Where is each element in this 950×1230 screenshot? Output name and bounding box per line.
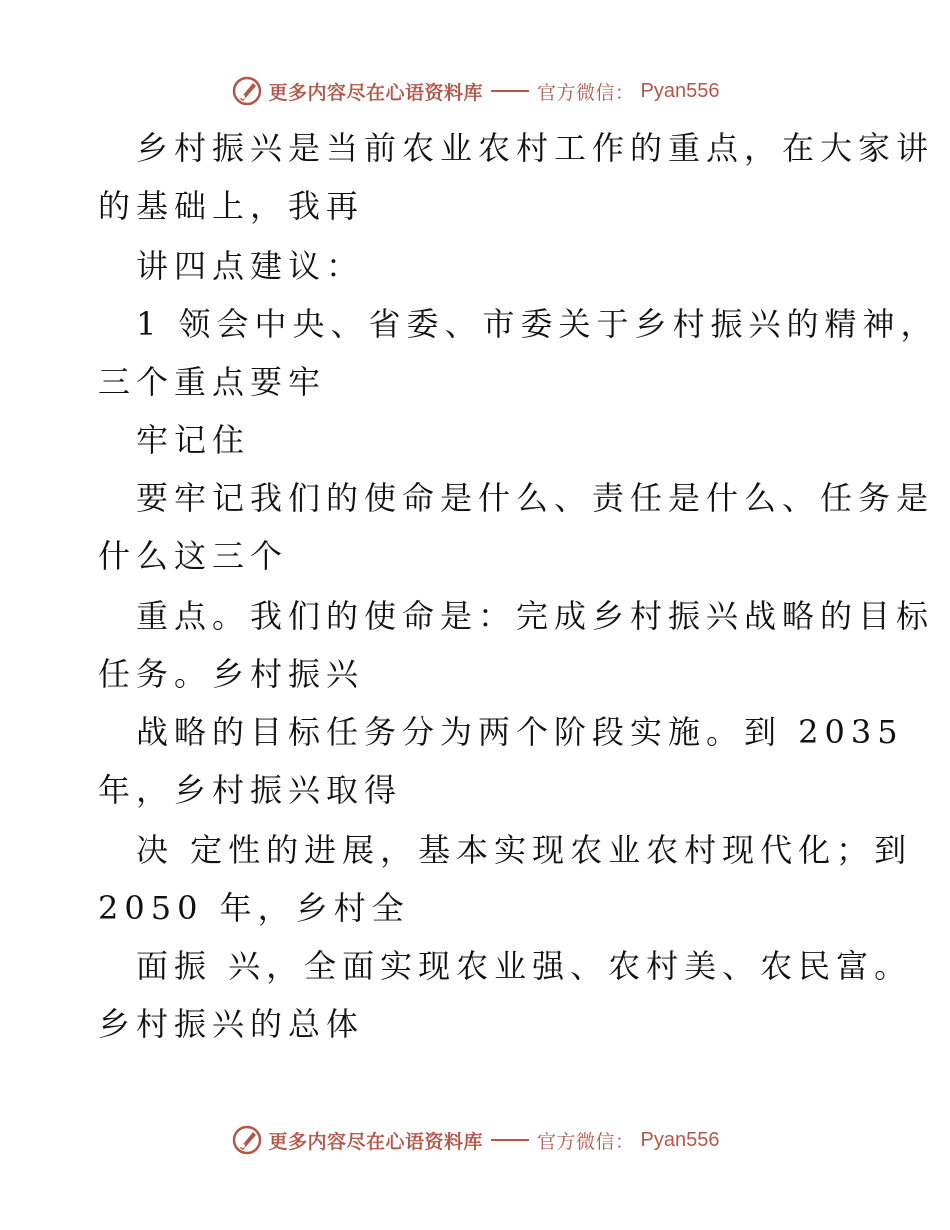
body-line: 乡村振兴是当前农业农村工作的重点，在大家讲 [136,129,935,167]
body-line: 乡村振兴的总体 [98,1005,365,1043]
body-line: 年，乡村振兴取得 [98,771,403,809]
body-line: 决 定性的进展，基本实现农业农村现代化；到 [136,831,913,869]
body-line: 的基础上，我再 [98,187,365,225]
body-line: 讲四点建议： [136,247,365,285]
footer-brand-text: 更多内容尽在心语资料库 [268,1130,484,1153]
pen-logo-icon [231,75,263,107]
body-line: 任务。乡村振兴 [98,655,365,693]
footer-wechat-id: Pyan556 [640,1128,720,1151]
header-official-label: 官方微信： [537,81,635,104]
body-line: 三个重点要牢 [98,363,327,401]
body-line: 重点。我们的使命是：完成乡村振兴战略的目标 [136,597,935,635]
body-line: 2050 年，乡村全 [98,889,410,927]
body-line: 面振 兴，全面实现农业强、农村美、农民富。 [136,947,913,985]
body-line: 1 领会中央、省委、市委关于乡村振兴的精神， [136,305,939,343]
body-line: 牢记住 [136,421,251,459]
header-wechat-id: Pyan556 [640,79,720,102]
footer-banner [0,1122,950,1158]
body-line: 什么这三个 [98,537,289,575]
body-line: 战略的目标任务分为两个阶段实施。到 2035 [136,713,904,751]
body-line: 要牢记我们的使命是什么、责任是什么、任务是 [136,479,935,517]
header-brand-text: 更多内容尽在心语资料库 [268,81,484,104]
footer-official-label: 官方微信： [537,1130,635,1153]
footer-dash [491,1139,529,1141]
header-dash [491,90,529,92]
header-banner [0,73,950,109]
pen-logo-icon [231,1124,263,1156]
